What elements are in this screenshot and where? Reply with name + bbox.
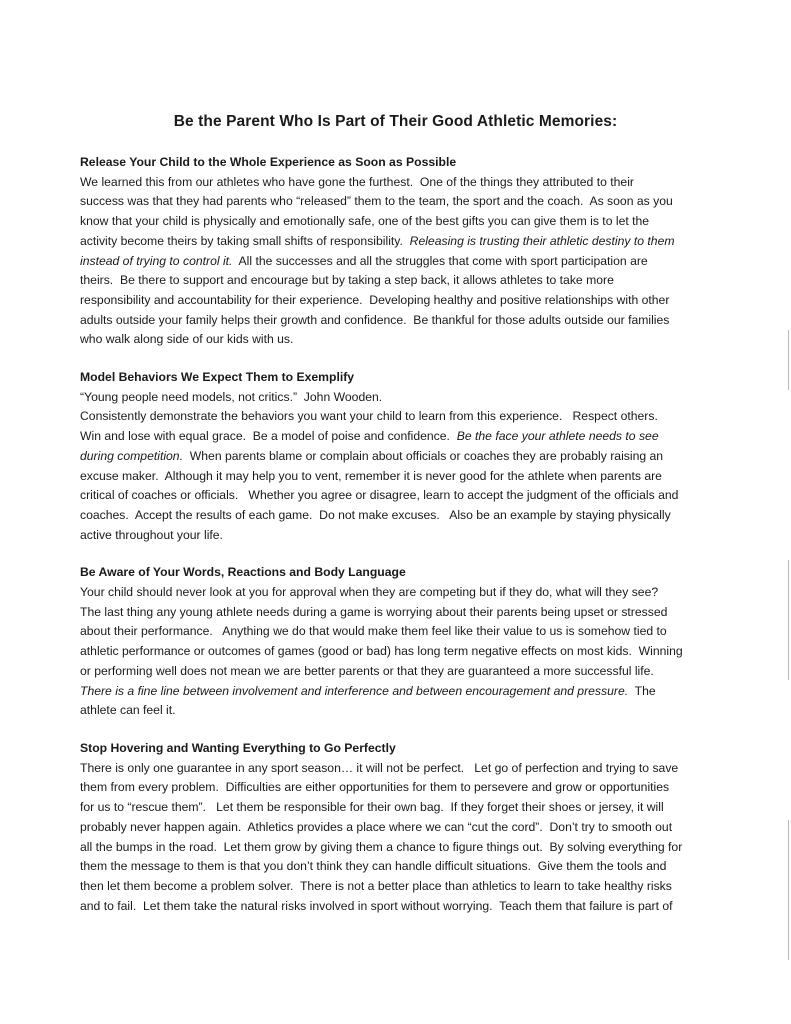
text-run: who walk along side of our kids with us. — [80, 332, 294, 347]
paragraph-line — [80, 838, 712, 858]
italic-text: Be the face your athlete needs to see — [456, 429, 659, 444]
paragraph-line — [80, 603, 712, 623]
section-paragraph — [80, 583, 712, 721]
paragraph-line — [80, 682, 712, 702]
paragraph-line — [80, 622, 712, 642]
section-paragraph — [80, 388, 712, 546]
scan-edge-mark — [788, 560, 789, 680]
text-run: excuse maker. Although it may help you to vent, remember it is never good for the athlete when parents are — [80, 468, 662, 483]
text-run: We learned this from our athletes who have gone the furthest. One of the things they attributed to their — [80, 174, 634, 189]
section-heading: Be Aware of Your Words, Reactions and Body Language — [80, 565, 406, 580]
paragraph-line — [80, 311, 712, 331]
text-run: Win and lose with equal grace. Be a model of poise and confidence. — [80, 429, 457, 444]
paragraph-line — [80, 662, 712, 682]
section-heading: Stop Hovering and Wanting Everything to Go Perfectly — [80, 740, 396, 755]
text-run: and to fail. Let them take the natural risks involved in sport without worrying. Teach them that failure is part of — [80, 898, 673, 913]
italic-text: instead of trying to control it. — [80, 253, 233, 268]
paragraph-line — [80, 897, 712, 917]
scan-edge-mark — [788, 820, 789, 960]
paragraph-line — [80, 818, 712, 838]
paragraph-line — [80, 291, 712, 311]
scan-edge-mark — [788, 330, 789, 390]
text-run: for us to “rescue them”. Let them be responsible for their own bag. If they forget their shoes or jersey, it will — [80, 800, 664, 815]
paragraph-line — [80, 388, 712, 408]
section-be-aware — [80, 563, 712, 721]
paragraph-line — [80, 407, 712, 427]
text-run: All the successes and all the struggles that come with sport participation are — [232, 253, 648, 268]
text-run: active throughout your life. — [80, 527, 223, 542]
text-run: When parents blame or complain about officials or coaches they are probably raising an — [182, 448, 664, 463]
page-title: Be the Parent Who Is Part of Their Good Athletic Memories: — [173, 113, 618, 130]
paragraph-line — [80, 447, 712, 467]
text-run: probably never happen again. Athletics provides a place where we can “cut the cord”. Don’t try to smooth out — [80, 819, 673, 834]
text-run: athletic performance or outcomes of games (good or bad) has long term negative effects on most kids. Winning — [80, 644, 683, 659]
text-run: The last thing any young athlete needs during a game is worrying about their parents being upset or stressed — [80, 604, 668, 619]
paragraph-line — [80, 427, 712, 447]
italic-text: Releasing is trusting their athletic destiny to them — [409, 233, 675, 248]
text-run: Your child should never look at you for approval when they are competing but if they do, what will they see? — [80, 585, 659, 600]
section-paragraph — [80, 173, 712, 350]
text-run: all the bumps in the road. Let them grow by giving them a chance to figure things out. By solving everything for — [80, 839, 683, 854]
text-run: critical of coaches or officials. Whether you agree or disagree, learn to accept the judgment of the officials and — [80, 488, 679, 503]
text-run: or performing well does not mean we are better parents or that they are guaranteed a more successful life. — [80, 663, 654, 678]
paragraph-line — [80, 778, 712, 798]
text-run: Consistently demonstrate the behaviors you want your child to learn from this experience. Respect others. — [80, 409, 658, 424]
paragraph-line — [80, 173, 712, 193]
text-run: success was that they had parents who “released” them to the team, the sport and the coach. As soon as you — [80, 194, 673, 209]
text-run: them from every problem. Difficulties are either opportunities for them to persevere and grow or opportunities — [80, 780, 670, 795]
text-run: responsibility and accountability for their experience. Developing healthy and positive relationships with other — [80, 292, 670, 307]
section-release-your-child — [80, 153, 712, 350]
text-run: There is only one guarantee in any sport season… it will not be perfect. Let go of perfection and trying to save — [80, 760, 679, 775]
paragraph-line — [80, 271, 712, 291]
section-heading: Model Behaviors We Expect Them to Exemplify — [80, 370, 355, 385]
paragraph-line — [80, 486, 712, 506]
paragraph-line — [80, 252, 712, 272]
italic-text: There is a fine line between involvement and interference and between encouragement and pressure. — [80, 683, 629, 698]
paragraph-line — [80, 642, 712, 662]
text-run: about their performance. Anything we do that would make them feel like their value to us is somehow tied to — [80, 624, 667, 639]
paragraph-line — [80, 759, 712, 779]
text-run: activity become theirs by taking small shifts of responsibility. — [80, 233, 410, 248]
paragraph-line — [80, 330, 712, 350]
text-run: adults outside your family helps their growth and confidence. Be thankful for those adults outside our families — [80, 312, 670, 327]
paragraph-line — [80, 583, 712, 603]
paragraph-line — [80, 877, 712, 897]
italic-text: during competition. — [80, 448, 183, 463]
paragraph-line — [80, 467, 712, 487]
paragraph-line — [80, 506, 712, 526]
section-heading: Release Your Child to the Whole Experience as Soon as Possible — [80, 155, 457, 169]
paragraph-line — [80, 212, 712, 232]
paragraph-line — [80, 857, 712, 877]
text-run: “Young people need models, not critics.” John Wooden. — [80, 389, 383, 404]
text-run: then let them become a problem solver. There is not a better place than athletics to learn to take healthy risks — [80, 878, 672, 893]
paragraph-line — [80, 232, 712, 252]
document-body — [80, 153, 712, 934]
paragraph-line — [80, 701, 712, 721]
paragraph-line — [80, 192, 712, 212]
paragraph-line — [80, 526, 712, 546]
text-run: theirs. Be there to support and encourage but by taking a step back, it allows athletes to take more — [80, 273, 614, 288]
text-run: The — [628, 683, 656, 698]
section-paragraph — [80, 759, 712, 917]
paragraph-line — [80, 798, 712, 818]
section-model-behaviors — [80, 368, 712, 545]
text-run: coaches. Accept the results of each game. Do not make excuses. Also be an example by staying physically — [80, 507, 671, 522]
text-run: know that your child is physically and emotionally safe, one of the best gifts you can give them is to let the — [80, 214, 650, 229]
text-run: athlete can feel it. — [80, 703, 176, 718]
section-stop-hovering — [80, 739, 712, 916]
text-run: them the message to them is that you don’t think they can handle difficult situations. Give them the tools and — [80, 859, 667, 874]
